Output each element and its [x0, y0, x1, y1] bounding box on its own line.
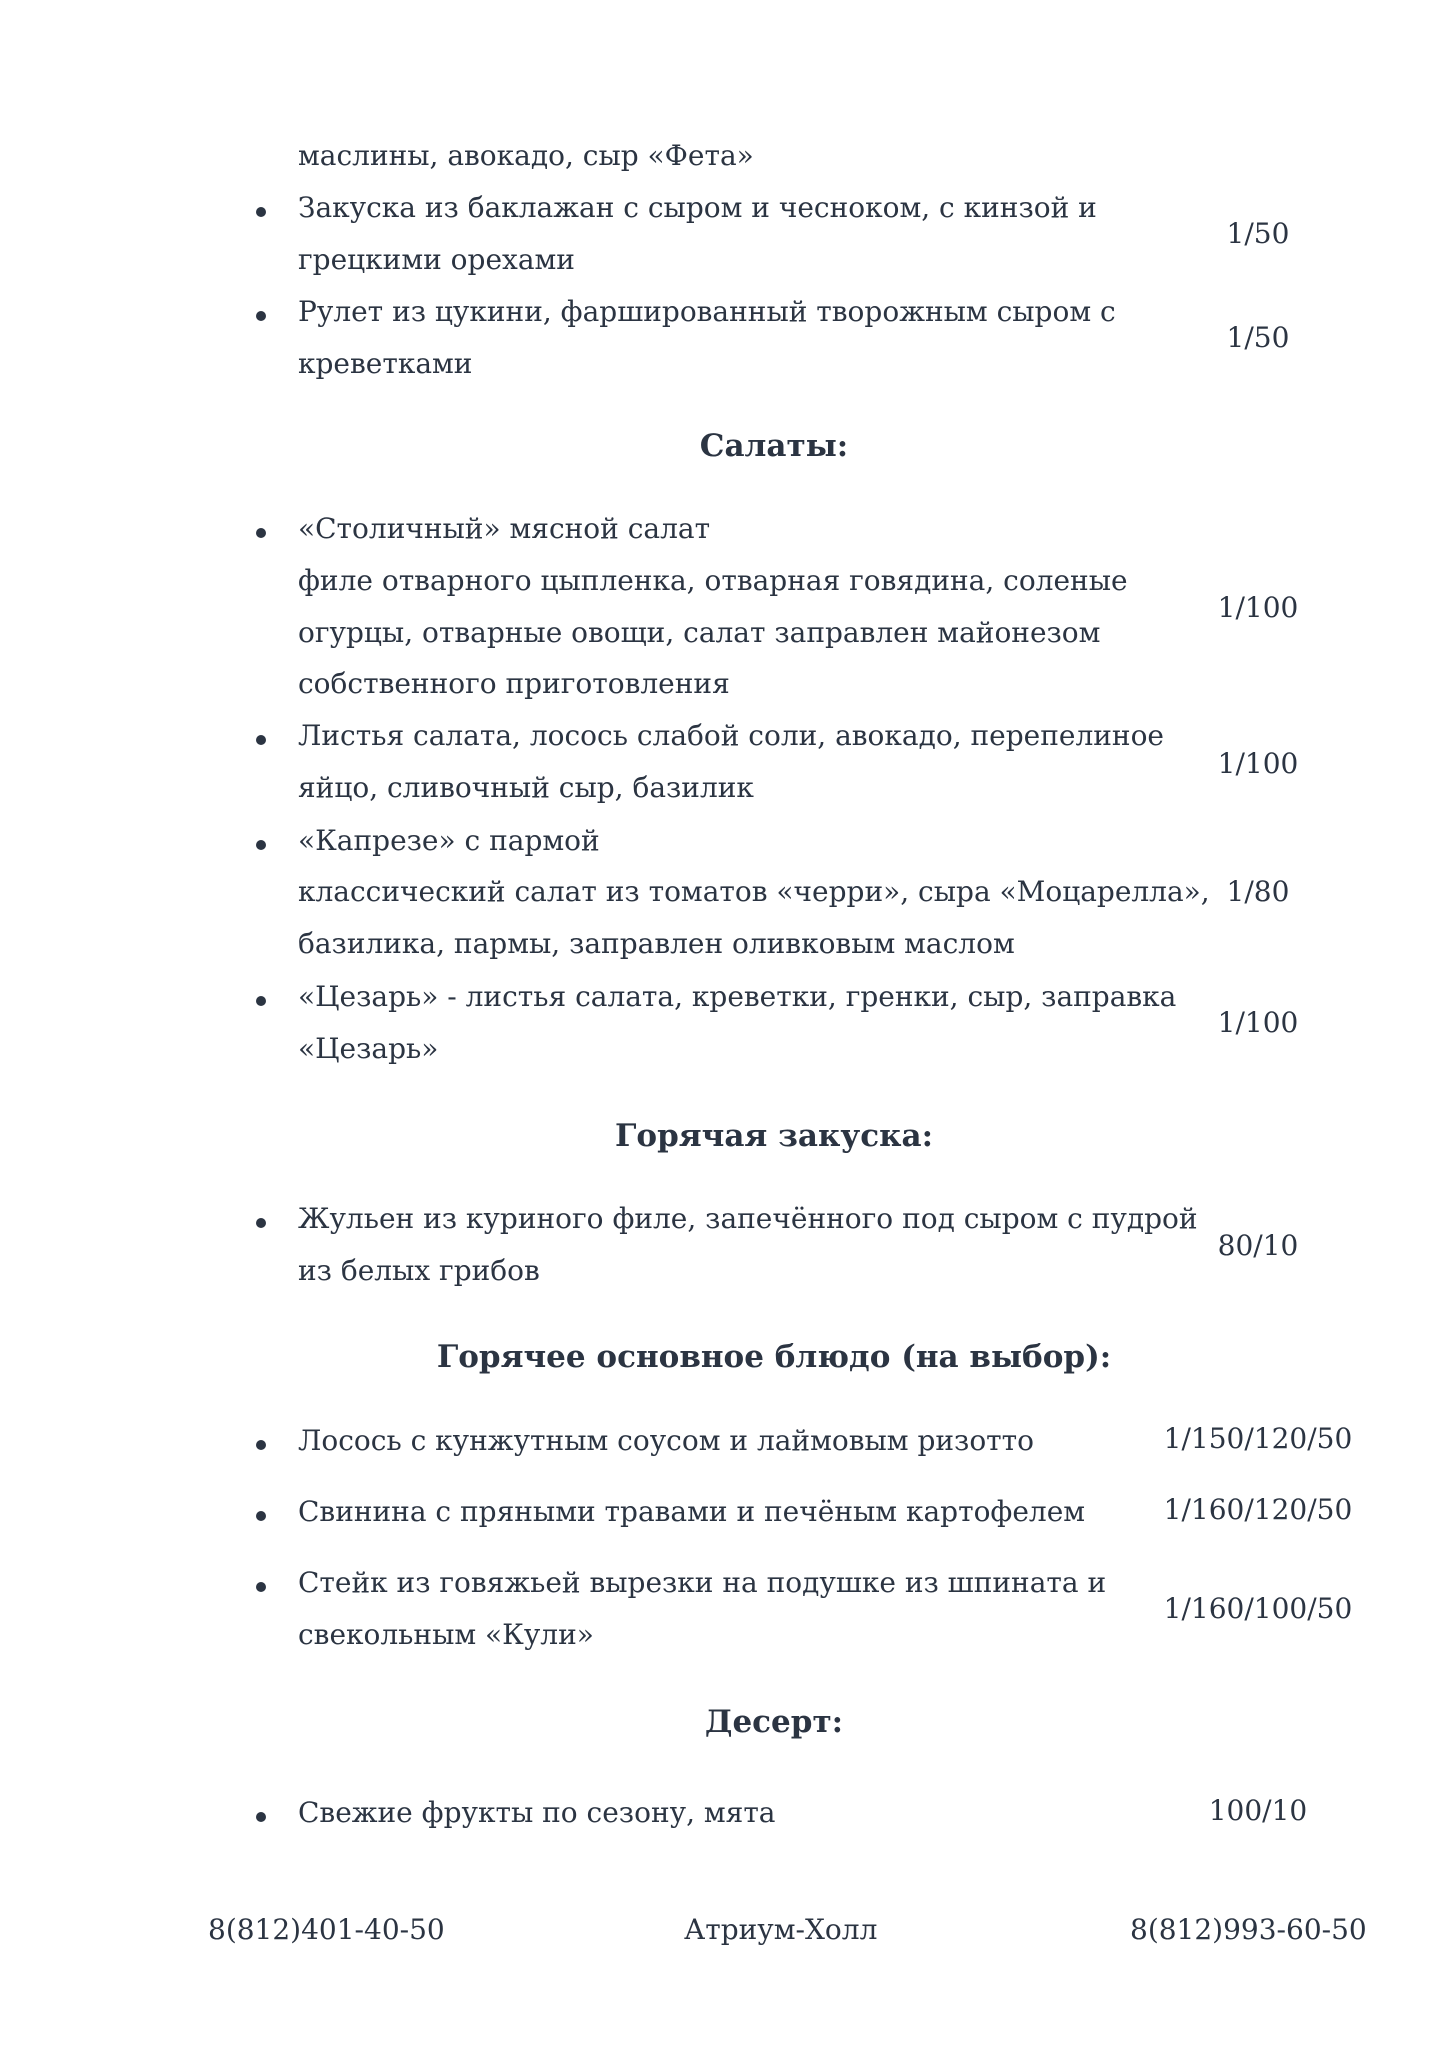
menu-item-line: Свежие фрукты по сезону, мята [298, 1796, 776, 1829]
menu-item-line: свекольным «Кули» [298, 1618, 594, 1651]
menu-item-line: Рулет из цукини, фаршированный творожным сыром с [298, 295, 1116, 328]
portion-weight: 1/160/120/50 [1163, 1493, 1353, 1526]
menu-item-line: «Цезарь» [298, 1032, 439, 1065]
bullet-icon [256, 735, 266, 745]
item-description-line: базилика, пармы, заправлен оливковым маслом [298, 927, 1015, 960]
section-heading-main-course: Горячее основное блюдо (на выбор): [436, 1339, 1112, 1375]
menu-item-line: из белых грибов [298, 1254, 540, 1287]
item-description-line: филе отварного цыпленка, отварная говядина, соленые [298, 564, 1128, 597]
section-heading-dessert: Десерт: [704, 1704, 844, 1740]
bullet-icon [256, 207, 266, 217]
portion-weight: 1/100 [1217, 1006, 1299, 1039]
portion-weight: 1/50 [1226, 217, 1290, 250]
item-description-line: огурцы, отварные овощи, салат заправлен майонезом [298, 616, 1101, 649]
portion-weight: 1/150/120/50 [1163, 1422, 1353, 1455]
portion-weight: 80/10 [1217, 1229, 1299, 1262]
menu-item-line: Свинина с пряными травами и печёным картофелем [298, 1495, 1086, 1528]
menu-item-line: «Столичный» мясной салат [298, 512, 711, 545]
menu-item-line: Стейк из говяжьей вырезки на подушке из шпината и [298, 1566, 1107, 1599]
bullet-icon [256, 840, 266, 850]
bullet-icon [256, 1812, 266, 1822]
bullet-icon [256, 311, 266, 321]
menu-item-line: креветками [298, 347, 473, 380]
bullet-icon [256, 1582, 266, 1592]
menu-item-line: яйцо, сливочный сыр, базилик [298, 771, 754, 804]
bullet-icon [256, 1511, 266, 1521]
menu-item-line: грецкими орехами [298, 243, 575, 276]
menu-item-line: Закуска из баклажан с сыром и чесноком, с кинзой и [298, 191, 1097, 224]
bullet-icon [256, 1440, 266, 1450]
menu-item-line: «Капрезе» с пармой [298, 824, 600, 857]
menu-item-line: Жульен из куриного филе, запечённого под сыром с пудрой [298, 1202, 1198, 1235]
menu-item-line: Листья салата, лосось слабой соли, авокадо, перепелиное [298, 719, 1164, 752]
portion-weight: 1/50 [1226, 321, 1290, 354]
bullet-icon [256, 1218, 266, 1228]
footer-venue-name: Атриум-Холл [684, 1913, 878, 1946]
portion-weight: 1/160/100/50 [1163, 1592, 1353, 1625]
portion-weight: 100/10 [1208, 1794, 1308, 1827]
section-heading-hot-starter: Горячая закуска: [614, 1118, 934, 1154]
item-description-line: собственного приготовления [298, 667, 730, 700]
menu-item-line: «Цезарь» - листья салата, креветки, гренки, сыр, заправка [298, 980, 1177, 1013]
item-description-line: классический салат из томатов «черри», сыра «Моцарелла», [298, 875, 1210, 908]
portion-weight: 1/100 [1217, 591, 1299, 624]
item-description-line: маслины, авокадо, сыр «Фета» [298, 139, 754, 172]
footer-phone-right: 8(812)993-60-50 [1130, 1913, 1367, 1946]
section-heading-salads: Салаты: [699, 428, 849, 464]
bullet-icon [256, 528, 266, 538]
footer-phone-left: 8(812)401-40-50 [208, 1913, 445, 1946]
portion-weight: 1/80 [1226, 875, 1290, 908]
bullet-icon [256, 996, 266, 1006]
portion-weight: 1/100 [1217, 747, 1299, 780]
menu-item-line: Лосось с кунжутным соусом и лаймовым ризотто [298, 1424, 1035, 1457]
